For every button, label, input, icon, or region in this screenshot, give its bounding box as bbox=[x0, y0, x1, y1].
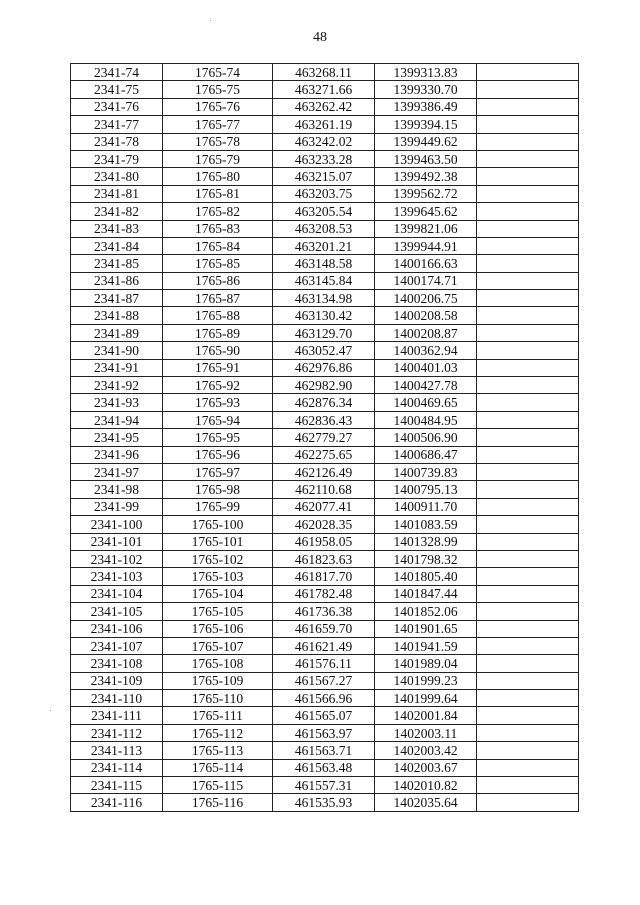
note-cell bbox=[477, 498, 579, 515]
table-row bbox=[71, 759, 579, 776]
x-coordinate-cell: 463145.84 bbox=[273, 272, 375, 289]
note-cell bbox=[477, 707, 579, 724]
x-coordinate-cell: 463130.42 bbox=[273, 307, 375, 324]
x-coordinate-cell: 461563.71 bbox=[273, 742, 375, 759]
note-cell bbox=[477, 272, 579, 289]
note-cell bbox=[477, 116, 579, 133]
note-cell bbox=[477, 481, 579, 498]
note-cell bbox=[477, 620, 579, 637]
x-coordinate-cell: 461659.70 bbox=[273, 620, 375, 637]
point-id-cell: 2341-75 bbox=[71, 81, 163, 98]
note-cell bbox=[477, 324, 579, 341]
point-id-cell: 2341-96 bbox=[71, 446, 163, 463]
note-cell bbox=[477, 237, 579, 254]
note-cell bbox=[477, 185, 579, 202]
old-point-id-cell: 1765-87 bbox=[163, 290, 273, 307]
old-point-id-cell: 1765-77 bbox=[163, 116, 273, 133]
point-id-cell: 2341-114 bbox=[71, 759, 163, 776]
point-id-cell: 2341-112 bbox=[71, 724, 163, 741]
x-coordinate-cell: 463203.75 bbox=[273, 185, 375, 202]
y-coordinate-cell: 1400166.63 bbox=[375, 255, 477, 272]
point-id-cell: 2341-113 bbox=[71, 742, 163, 759]
table-row bbox=[71, 411, 579, 428]
note-cell bbox=[477, 777, 579, 794]
note-cell bbox=[477, 98, 579, 115]
x-coordinate-cell: 461567.27 bbox=[273, 672, 375, 689]
old-point-id-cell: 1765-78 bbox=[163, 133, 273, 150]
y-coordinate-cell: 1399562.72 bbox=[375, 185, 477, 202]
note-cell bbox=[477, 255, 579, 272]
note-cell bbox=[477, 724, 579, 741]
x-coordinate-cell: 463268.11 bbox=[273, 64, 375, 81]
y-coordinate-cell: 1399492.38 bbox=[375, 168, 477, 185]
coordinates-table bbox=[70, 63, 579, 812]
point-id-cell: 2341-102 bbox=[71, 550, 163, 567]
note-cell bbox=[477, 290, 579, 307]
scan-speck bbox=[50, 710, 51, 711]
x-coordinate-cell: 461736.38 bbox=[273, 603, 375, 620]
y-coordinate-cell: 1400506.90 bbox=[375, 429, 477, 446]
old-point-id-cell: 1765-76 bbox=[163, 98, 273, 115]
note-cell bbox=[477, 411, 579, 428]
x-coordinate-cell: 463134.98 bbox=[273, 290, 375, 307]
note-cell bbox=[477, 655, 579, 672]
x-coordinate-cell: 463205.54 bbox=[273, 203, 375, 220]
y-coordinate-cell: 1402003.42 bbox=[375, 742, 477, 759]
y-coordinate-cell: 1399944.91 bbox=[375, 237, 477, 254]
old-point-id-cell: 1765-91 bbox=[163, 359, 273, 376]
x-coordinate-cell: 462110.68 bbox=[273, 481, 375, 498]
old-point-id-cell: 1765-82 bbox=[163, 203, 273, 220]
table-row bbox=[71, 237, 579, 254]
old-point-id-cell: 1765-89 bbox=[163, 324, 273, 341]
old-point-id-cell: 1765-99 bbox=[163, 498, 273, 515]
point-id-cell: 2341-87 bbox=[71, 290, 163, 307]
old-point-id-cell: 1765-95 bbox=[163, 429, 273, 446]
y-coordinate-cell: 1400739.83 bbox=[375, 463, 477, 480]
point-id-cell: 2341-111 bbox=[71, 707, 163, 724]
y-coordinate-cell: 1400484.95 bbox=[375, 411, 477, 428]
old-point-id-cell: 1765-107 bbox=[163, 637, 273, 654]
point-id-cell: 2341-115 bbox=[71, 777, 163, 794]
old-point-id-cell: 1765-116 bbox=[163, 794, 273, 811]
old-point-id-cell: 1765-93 bbox=[163, 394, 273, 411]
x-coordinate-cell: 463271.66 bbox=[273, 81, 375, 98]
y-coordinate-cell: 1401901.65 bbox=[375, 620, 477, 637]
point-id-cell: 2341-99 bbox=[71, 498, 163, 515]
x-coordinate-cell: 461565.07 bbox=[273, 707, 375, 724]
table-row bbox=[71, 203, 579, 220]
y-coordinate-cell: 1399386.49 bbox=[375, 98, 477, 115]
table-row bbox=[71, 220, 579, 237]
point-id-cell: 2341-93 bbox=[71, 394, 163, 411]
table-row bbox=[71, 446, 579, 463]
page-number: 48 bbox=[313, 30, 327, 45]
old-point-id-cell: 1765-84 bbox=[163, 237, 273, 254]
y-coordinate-cell: 1400427.78 bbox=[375, 377, 477, 394]
y-coordinate-cell: 1400208.87 bbox=[375, 324, 477, 341]
table-row bbox=[71, 585, 579, 602]
note-cell bbox=[477, 568, 579, 585]
old-point-id-cell: 1765-108 bbox=[163, 655, 273, 672]
note-cell bbox=[477, 81, 579, 98]
x-coordinate-cell: 461557.31 bbox=[273, 777, 375, 794]
table-row bbox=[71, 516, 579, 533]
x-coordinate-cell: 463261.19 bbox=[273, 116, 375, 133]
x-coordinate-cell: 461566.96 bbox=[273, 690, 375, 707]
x-coordinate-cell: 463052.47 bbox=[273, 342, 375, 359]
table-row bbox=[71, 777, 579, 794]
note-cell bbox=[477, 429, 579, 446]
y-coordinate-cell: 1402003.67 bbox=[375, 759, 477, 776]
table-row bbox=[71, 568, 579, 585]
x-coordinate-cell: 462077.41 bbox=[273, 498, 375, 515]
y-coordinate-cell: 1400206.75 bbox=[375, 290, 477, 307]
old-point-id-cell: 1765-90 bbox=[163, 342, 273, 359]
old-point-id-cell: 1765-98 bbox=[163, 481, 273, 498]
table-row bbox=[71, 359, 579, 376]
y-coordinate-cell: 1401941.59 bbox=[375, 637, 477, 654]
y-coordinate-cell: 1400174.71 bbox=[375, 272, 477, 289]
table-row bbox=[71, 290, 579, 307]
table-row bbox=[71, 272, 579, 289]
point-id-cell: 2341-90 bbox=[71, 342, 163, 359]
old-point-id-cell: 1765-75 bbox=[163, 81, 273, 98]
y-coordinate-cell: 1400686.47 bbox=[375, 446, 477, 463]
x-coordinate-cell: 462779.27 bbox=[273, 429, 375, 446]
point-id-cell: 2341-100 bbox=[71, 516, 163, 533]
point-id-cell: 2341-79 bbox=[71, 150, 163, 167]
old-point-id-cell: 1765-103 bbox=[163, 568, 273, 585]
table-row bbox=[71, 150, 579, 167]
x-coordinate-cell: 463201.21 bbox=[273, 237, 375, 254]
note-cell bbox=[477, 516, 579, 533]
note-cell bbox=[477, 307, 579, 324]
table-row bbox=[71, 429, 579, 446]
point-id-cell: 2341-116 bbox=[71, 794, 163, 811]
table-row bbox=[71, 690, 579, 707]
point-id-cell: 2341-88 bbox=[71, 307, 163, 324]
note-cell bbox=[477, 690, 579, 707]
point-id-cell: 2341-77 bbox=[71, 116, 163, 133]
note-cell bbox=[477, 550, 579, 567]
y-coordinate-cell: 1399449.62 bbox=[375, 133, 477, 150]
x-coordinate-cell: 463215.07 bbox=[273, 168, 375, 185]
point-id-cell: 2341-97 bbox=[71, 463, 163, 480]
note-cell bbox=[477, 463, 579, 480]
y-coordinate-cell: 1401798.32 bbox=[375, 550, 477, 567]
table-row bbox=[71, 307, 579, 324]
x-coordinate-cell: 462836.43 bbox=[273, 411, 375, 428]
y-coordinate-cell: 1401805.40 bbox=[375, 568, 477, 585]
note-cell bbox=[477, 150, 579, 167]
note-cell bbox=[477, 394, 579, 411]
point-id-cell: 2341-108 bbox=[71, 655, 163, 672]
table-row bbox=[71, 377, 579, 394]
y-coordinate-cell: 1400911.70 bbox=[375, 498, 477, 515]
old-point-id-cell: 1765-114 bbox=[163, 759, 273, 776]
note-cell bbox=[477, 533, 579, 550]
note-cell bbox=[477, 742, 579, 759]
point-id-cell: 2341-94 bbox=[71, 411, 163, 428]
point-id-cell: 2341-104 bbox=[71, 585, 163, 602]
y-coordinate-cell: 1401328.99 bbox=[375, 533, 477, 550]
old-point-id-cell: 1765-110 bbox=[163, 690, 273, 707]
y-coordinate-cell: 1400208.58 bbox=[375, 307, 477, 324]
old-point-id-cell: 1765-105 bbox=[163, 603, 273, 620]
old-point-id-cell: 1765-102 bbox=[163, 550, 273, 567]
point-id-cell: 2341-76 bbox=[71, 98, 163, 115]
table-row bbox=[71, 603, 579, 620]
note-cell bbox=[477, 359, 579, 376]
note-cell bbox=[477, 377, 579, 394]
point-id-cell: 2341-80 bbox=[71, 168, 163, 185]
x-coordinate-cell: 461563.97 bbox=[273, 724, 375, 741]
table-row bbox=[71, 724, 579, 741]
point-id-cell: 2341-106 bbox=[71, 620, 163, 637]
table-row bbox=[71, 481, 579, 498]
scan-speck bbox=[210, 20, 211, 21]
note-cell bbox=[477, 64, 579, 81]
point-id-cell: 2341-84 bbox=[71, 237, 163, 254]
old-point-id-cell: 1765-101 bbox=[163, 533, 273, 550]
old-point-id-cell: 1765-96 bbox=[163, 446, 273, 463]
point-id-cell: 2341-85 bbox=[71, 255, 163, 272]
x-coordinate-cell: 461621.49 bbox=[273, 637, 375, 654]
point-id-cell: 2341-101 bbox=[71, 533, 163, 550]
y-coordinate-cell: 1401999.64 bbox=[375, 690, 477, 707]
table-body bbox=[71, 64, 579, 812]
y-coordinate-cell: 1400795.13 bbox=[375, 481, 477, 498]
old-point-id-cell: 1765-109 bbox=[163, 672, 273, 689]
old-point-id-cell: 1765-104 bbox=[163, 585, 273, 602]
old-point-id-cell: 1765-86 bbox=[163, 272, 273, 289]
note-cell bbox=[477, 220, 579, 237]
old-point-id-cell: 1765-115 bbox=[163, 777, 273, 794]
x-coordinate-cell: 462876.34 bbox=[273, 394, 375, 411]
table-row bbox=[71, 185, 579, 202]
old-point-id-cell: 1765-94 bbox=[163, 411, 273, 428]
old-point-id-cell: 1765-80 bbox=[163, 168, 273, 185]
old-point-id-cell: 1765-92 bbox=[163, 377, 273, 394]
point-id-cell: 2341-74 bbox=[71, 64, 163, 81]
table-row bbox=[71, 794, 579, 811]
x-coordinate-cell: 461782.48 bbox=[273, 585, 375, 602]
x-coordinate-cell: 463262.42 bbox=[273, 98, 375, 115]
y-coordinate-cell: 1400401.03 bbox=[375, 359, 477, 376]
old-point-id-cell: 1765-79 bbox=[163, 150, 273, 167]
table-row bbox=[71, 133, 579, 150]
x-coordinate-cell: 463233.28 bbox=[273, 150, 375, 167]
point-id-cell: 2341-110 bbox=[71, 690, 163, 707]
x-coordinate-cell: 462028.35 bbox=[273, 516, 375, 533]
note-cell bbox=[477, 672, 579, 689]
y-coordinate-cell: 1400469.65 bbox=[375, 394, 477, 411]
table-row bbox=[71, 742, 579, 759]
y-coordinate-cell: 1402010.82 bbox=[375, 777, 477, 794]
y-coordinate-cell: 1400362.94 bbox=[375, 342, 477, 359]
y-coordinate-cell: 1401847.44 bbox=[375, 585, 477, 602]
table-row bbox=[71, 324, 579, 341]
point-id-cell: 2341-82 bbox=[71, 203, 163, 220]
old-point-id-cell: 1765-111 bbox=[163, 707, 273, 724]
table-row bbox=[71, 81, 579, 98]
table-row bbox=[71, 463, 579, 480]
x-coordinate-cell: 463148.58 bbox=[273, 255, 375, 272]
table-row bbox=[71, 64, 579, 81]
table-row bbox=[71, 98, 579, 115]
x-coordinate-cell: 461535.93 bbox=[273, 794, 375, 811]
old-point-id-cell: 1765-112 bbox=[163, 724, 273, 741]
point-id-cell: 2341-89 bbox=[71, 324, 163, 341]
point-id-cell: 2341-86 bbox=[71, 272, 163, 289]
point-id-cell: 2341-92 bbox=[71, 377, 163, 394]
table-row bbox=[71, 550, 579, 567]
y-coordinate-cell: 1402003.11 bbox=[375, 724, 477, 741]
y-coordinate-cell: 1402035.64 bbox=[375, 794, 477, 811]
table-row bbox=[71, 655, 579, 672]
old-point-id-cell: 1765-83 bbox=[163, 220, 273, 237]
note-cell bbox=[477, 168, 579, 185]
x-coordinate-cell: 463242.02 bbox=[273, 133, 375, 150]
y-coordinate-cell: 1401989.04 bbox=[375, 655, 477, 672]
y-coordinate-cell: 1401083.59 bbox=[375, 516, 477, 533]
note-cell bbox=[477, 603, 579, 620]
y-coordinate-cell: 1402001.84 bbox=[375, 707, 477, 724]
y-coordinate-cell: 1401999.23 bbox=[375, 672, 477, 689]
y-coordinate-cell: 1399313.83 bbox=[375, 64, 477, 81]
point-id-cell: 2341-78 bbox=[71, 133, 163, 150]
x-coordinate-cell: 462275.65 bbox=[273, 446, 375, 463]
table-row bbox=[71, 342, 579, 359]
x-coordinate-cell: 461563.48 bbox=[273, 759, 375, 776]
note-cell bbox=[477, 342, 579, 359]
note-cell bbox=[477, 585, 579, 602]
point-id-cell: 2341-103 bbox=[71, 568, 163, 585]
x-coordinate-cell: 461823.63 bbox=[273, 550, 375, 567]
old-point-id-cell: 1765-88 bbox=[163, 307, 273, 324]
table-row bbox=[71, 255, 579, 272]
old-point-id-cell: 1765-113 bbox=[163, 742, 273, 759]
y-coordinate-cell: 1399330.70 bbox=[375, 81, 477, 98]
note-cell bbox=[477, 794, 579, 811]
old-point-id-cell: 1765-74 bbox=[163, 64, 273, 81]
point-id-cell: 2341-98 bbox=[71, 481, 163, 498]
y-coordinate-cell: 1399645.62 bbox=[375, 203, 477, 220]
y-coordinate-cell: 1399821.06 bbox=[375, 220, 477, 237]
point-id-cell: 2341-105 bbox=[71, 603, 163, 620]
note-cell bbox=[477, 637, 579, 654]
note-cell bbox=[477, 203, 579, 220]
x-coordinate-cell: 463208.53 bbox=[273, 220, 375, 237]
point-id-cell: 2341-91 bbox=[71, 359, 163, 376]
old-point-id-cell: 1765-85 bbox=[163, 255, 273, 272]
table-row bbox=[71, 620, 579, 637]
x-coordinate-cell: 462976.86 bbox=[273, 359, 375, 376]
x-coordinate-cell: 461958.05 bbox=[273, 533, 375, 550]
x-coordinate-cell: 463129.70 bbox=[273, 324, 375, 341]
point-id-cell: 2341-81 bbox=[71, 185, 163, 202]
note-cell bbox=[477, 133, 579, 150]
point-id-cell: 2341-107 bbox=[71, 637, 163, 654]
table-row bbox=[71, 672, 579, 689]
old-point-id-cell: 1765-100 bbox=[163, 516, 273, 533]
table-row bbox=[71, 707, 579, 724]
table-row bbox=[71, 168, 579, 185]
x-coordinate-cell: 461817.70 bbox=[273, 568, 375, 585]
x-coordinate-cell: 462126.49 bbox=[273, 463, 375, 480]
note-cell bbox=[477, 446, 579, 463]
table-row bbox=[71, 498, 579, 515]
table-row bbox=[71, 533, 579, 550]
table-row bbox=[71, 116, 579, 133]
old-point-id-cell: 1765-97 bbox=[163, 463, 273, 480]
x-coordinate-cell: 461576.11 bbox=[273, 655, 375, 672]
point-id-cell: 2341-83 bbox=[71, 220, 163, 237]
table-row bbox=[71, 637, 579, 654]
table-row bbox=[71, 394, 579, 411]
y-coordinate-cell: 1399394.15 bbox=[375, 116, 477, 133]
point-id-cell: 2341-95 bbox=[71, 429, 163, 446]
y-coordinate-cell: 1399463.50 bbox=[375, 150, 477, 167]
point-id-cell: 2341-109 bbox=[71, 672, 163, 689]
note-cell bbox=[477, 759, 579, 776]
old-point-id-cell: 1765-106 bbox=[163, 620, 273, 637]
y-coordinate-cell: 1401852.06 bbox=[375, 603, 477, 620]
old-point-id-cell: 1765-81 bbox=[163, 185, 273, 202]
x-coordinate-cell: 462982.90 bbox=[273, 377, 375, 394]
